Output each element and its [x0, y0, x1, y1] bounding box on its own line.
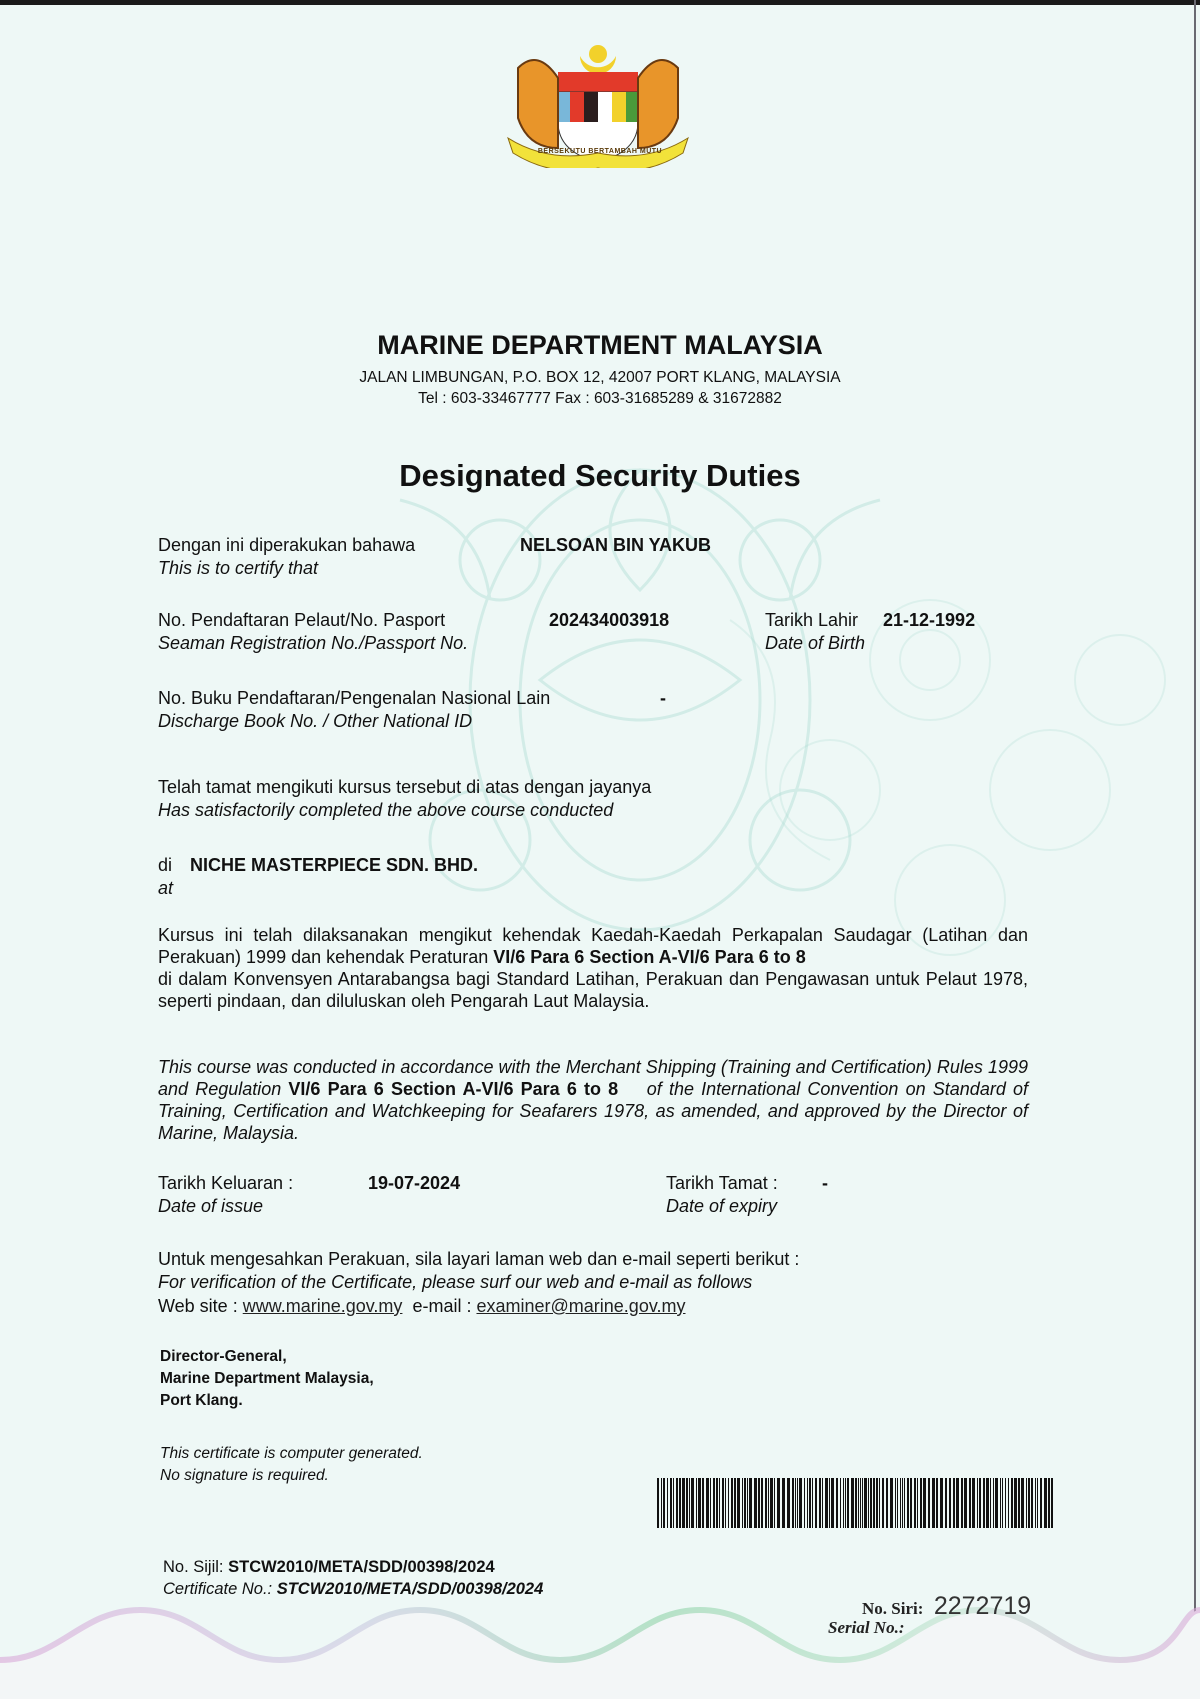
cert-number-value-ms: STCW2010/META/SDD/00398/2024: [228, 1558, 495, 1576]
barcode-bar: [917, 1478, 918, 1528]
barcode-bar: [731, 1478, 733, 1528]
barcode-bar: [719, 1478, 720, 1528]
barcode-bar: [1048, 1478, 1050, 1528]
barcode-bar: [907, 1478, 909, 1528]
barcode-bar: [983, 1478, 985, 1528]
barcode-bar: [914, 1478, 916, 1528]
barcode-bar: [749, 1478, 752, 1528]
barcode-bar: [768, 1478, 769, 1528]
barcode-bar: [679, 1478, 681, 1528]
barcode-bar: [742, 1478, 743, 1528]
barcode-bar: [920, 1478, 922, 1528]
barcode-bar: [940, 1478, 943, 1528]
barcode-bar: [1018, 1478, 1020, 1528]
barcode-bar: [765, 1478, 767, 1528]
barcode-bar: [792, 1478, 794, 1528]
barcode-bar: [698, 1478, 701, 1528]
barcode-bar: [895, 1478, 896, 1528]
barcode-bar: [882, 1478, 884, 1528]
barcode-bar: [995, 1478, 998, 1528]
barcode-bar: [858, 1478, 859, 1528]
expiry-label-en: Date of expiry: [666, 1196, 778, 1216]
holder-name: NELSOAN BIN YAKUB: [520, 535, 712, 555]
barcode-bar: [847, 1478, 849, 1528]
regulation-ms-text-2: di dalam Konvensyen Antarabangsa bagi Standard Latihan, Perakuan dan Pengawasan untuk Pelaut 1978, seperti pindaan, dan diluluskan oleh Pengarah Laut Malaysia.: [158, 969, 1028, 1011]
computer-generated-note: [160, 1443, 423, 1487]
note-line-1: This certificate is computer generated.: [160, 1445, 423, 1462]
department-address: JALAN LIMBUNGAN, P.O. BOX 12, 42007 PORT KLANG, MALAYSIA: [359, 369, 841, 386]
barcode-bar: [782, 1478, 785, 1528]
regulation-paragraph-ms: [158, 924, 1028, 1012]
barcode-bar: [843, 1478, 844, 1528]
barcode-bar: [979, 1478, 981, 1528]
barcode-bar: [932, 1478, 935, 1528]
barcode-bar: [910, 1478, 912, 1528]
regulation-en-text-1: This course was conducted in accordance with the Merchant Shipping (Training and Certification) Rules 1999 and Regulation: [158, 1057, 1028, 1099]
barcode: [657, 1478, 1057, 1528]
barcode-bar: [855, 1478, 857, 1528]
barcode-bar: [862, 1478, 863, 1528]
email-link[interactable]: examiner@marine.gov.my: [476, 1296, 686, 1316]
cert-number-label-ms: No. Sijil:: [163, 1558, 224, 1576]
barcode-bar: [807, 1478, 808, 1528]
barcode-bar: [815, 1478, 817, 1528]
barcode-bar: [964, 1478, 967, 1528]
barcode-bar: [777, 1478, 780, 1528]
barcode-bar: [1031, 1478, 1033, 1528]
barcode-bar: [900, 1478, 901, 1528]
barcode-bar: [809, 1478, 811, 1528]
barcode-bar: [706, 1478, 709, 1528]
barcode-bar: [886, 1478, 888, 1528]
barcode-bar: [787, 1478, 790, 1528]
barcode-bar: [1021, 1478, 1024, 1528]
barcode-bar: [1005, 1478, 1006, 1528]
barcode-bar: [797, 1478, 798, 1528]
barcode-bar: [876, 1478, 878, 1528]
scan-top-edge: [0, 0, 1200, 5]
barcode-bar: [770, 1478, 773, 1528]
barcode-bar: [864, 1478, 867, 1528]
barcode-bar: [829, 1478, 830, 1528]
barcode-bar: [758, 1478, 760, 1528]
barcode-bar: [667, 1478, 668, 1528]
barcode-bar: [977, 1478, 978, 1528]
discharge-label-en: Discharge Book No. / Other National ID: [158, 711, 473, 731]
barcode-bar: [713, 1478, 715, 1528]
website-label: Web site :: [158, 1296, 238, 1316]
barcode-bar: [1040, 1478, 1042, 1528]
serial-label-ms: No. Siri:: [862, 1599, 924, 1618]
crest-motto: BERSEKUTU BERTAMBAH MUTU: [537, 148, 663, 155]
department-name: MARINE DEPARTMENT MALAYSIA: [377, 330, 823, 360]
cert-number-en: [163, 1580, 543, 1599]
dob-label-ms: Tarikh Lahir: [765, 610, 859, 630]
barcode-bar: [1037, 1478, 1038, 1528]
regulation-ms-reference: VI/6 Para 6 Section A-VI/6 Para 6 to 8: [493, 947, 806, 967]
institution-name: NICHE MASTERPIECE SDN. BHD.: [190, 855, 479, 875]
barcode-bar: [836, 1478, 838, 1528]
barcode-bar: [890, 1478, 893, 1528]
verification-text-ms: Untuk mengesahkan Perakuan, sila layari laman web dan e-mail seperti berikut :: [158, 1249, 800, 1269]
barcode-bar: [696, 1478, 697, 1528]
barcode-bar: [670, 1478, 672, 1528]
barcode-bar: [873, 1478, 875, 1528]
barcode-bar: [710, 1478, 711, 1528]
seaman-label-ms: No. Pendaftaran Pelaut/No. Pasport: [158, 610, 446, 630]
website-link[interactable]: www.marine.gov.my: [242, 1296, 403, 1316]
barcode-bar: [819, 1478, 821, 1528]
barcode-bar: [936, 1478, 938, 1528]
barcode-bar: [870, 1478, 872, 1528]
barcode-bar: [945, 1478, 947, 1528]
regulation-ms-text-1: Kursus ini telah dilaksanakan mengikut kehendak Kaedah-Kaedah Perkapalan Saudagar (Latihan dan Perakuan) 1999 dan kehendak Peraturan: [158, 925, 1028, 967]
certificate-title: Designated Security Duties: [399, 458, 801, 493]
completed-text-ms: Telah tamat mengikuti kursus tersebut di atas dengan jayanya: [158, 777, 652, 797]
barcode-bar: [702, 1478, 704, 1528]
barcode-bar: [956, 1478, 959, 1528]
barcode-bar: [1000, 1478, 1001, 1528]
signatory-organization: Marine Department Malaysia,: [160, 1370, 374, 1387]
barcode-bar: [799, 1478, 802, 1528]
signatory-block: [160, 1346, 374, 1412]
barcode-bar: [682, 1478, 685, 1528]
barcode-bar: [722, 1478, 724, 1528]
barcode-bar: [734, 1478, 736, 1528]
barcode-bar: [661, 1478, 662, 1528]
issue-label-ms: Tarikh Keluaran :: [158, 1173, 294, 1193]
barcode-bar: [774, 1478, 775, 1528]
barcode-bar: [825, 1478, 828, 1528]
at-label-ms: di: [158, 855, 173, 875]
regulation-en-text-2: of the International Convention on Standard of Training, Certification and Watchkeeping for Seafarers 1978, as amended, and approved by the Director of Marine, Malaysia.: [158, 1079, 1034, 1143]
barcode-bar: [831, 1478, 834, 1528]
expiry-label-ms: Tarikh Tamat :: [666, 1173, 778, 1193]
barcode-bar: [795, 1478, 796, 1528]
regulation-en-reference: VI/6 Para 6 Section A-VI/6 Para 6 to 8: [288, 1079, 619, 1099]
barcode-bar: [897, 1478, 898, 1528]
barcode-bar: [949, 1478, 951, 1528]
email-label: e-mail :: [412, 1296, 472, 1316]
barcode-bar: [879, 1478, 880, 1528]
signatory-title: Director-General,: [160, 1348, 287, 1365]
barcode-bar: [728, 1478, 729, 1528]
barcode-bar: [737, 1478, 740, 1528]
barcode-bar: [904, 1478, 905, 1528]
barcode-bar: [663, 1478, 665, 1528]
barcode-bar: [1011, 1478, 1013, 1528]
cert-number-ms: [163, 1558, 495, 1577]
barcode-bar: [990, 1478, 991, 1528]
barcode-bar: [953, 1478, 955, 1528]
barcode-bar: [691, 1478, 694, 1528]
barcode-bar: [969, 1478, 971, 1528]
barcode-bar: [747, 1478, 748, 1528]
barcode-bar: [928, 1478, 930, 1528]
barcode-bar: [840, 1478, 841, 1528]
barcode-bar: [923, 1478, 926, 1528]
barcode-bar: [761, 1478, 763, 1528]
discharge-label-ms: No. Buku Pendaftaran/Pengenalan Nasional Lain: [158, 688, 551, 708]
issue-date: 19-07-2024: [368, 1173, 461, 1193]
barcode-bar: [851, 1478, 854, 1528]
barcode-bar: [845, 1478, 846, 1528]
barcode-bar: [1008, 1478, 1009, 1528]
cert-number-value-en: STCW2010/META/SDD/00398/2024: [276, 1580, 544, 1598]
barcode-bar: [754, 1478, 757, 1528]
barcode-bar: [1035, 1478, 1036, 1528]
barcode-bar: [716, 1478, 718, 1528]
barcode-bar: [860, 1478, 861, 1528]
department-contact: Tel : 603-33467777 Fax : 603-31685289 & 31672882: [418, 390, 782, 407]
certify-label-ms: Dengan ini diperakukan bahawa: [158, 535, 416, 555]
barcode-bar: [986, 1478, 989, 1528]
barcode-bar: [812, 1478, 813, 1528]
barcode-bar: [1028, 1478, 1030, 1528]
serial-number-block: [862, 1592, 1031, 1621]
at-label-en: at: [158, 878, 174, 898]
verification-links: [158, 1296, 686, 1317]
barcode-bar: [868, 1478, 869, 1528]
barcode-bar: [804, 1478, 805, 1528]
barcode-bar: [961, 1478, 963, 1528]
serial-number: 2272719: [933, 1592, 1032, 1620]
cert-number-label-en: Certificate No.:: [163, 1580, 273, 1598]
barcode-bar: [902, 1478, 903, 1528]
certify-label-en: This is to certify that: [158, 558, 319, 578]
barcode-bar: [1051, 1478, 1053, 1528]
discharge-number: -: [660, 688, 666, 708]
barcode-bar: [725, 1478, 726, 1528]
serial-label-en: Serial No.:: [828, 1618, 905, 1637]
expiry-date: -: [822, 1173, 828, 1193]
barcode-bar: [1014, 1478, 1017, 1528]
verification-text-en: For verification of the Certificate, please surf our web and e-mail as follows: [158, 1272, 753, 1292]
barcode-bar: [689, 1478, 690, 1528]
barcode-bar: [1044, 1478, 1047, 1528]
date-of-birth: 21-12-1992: [883, 610, 976, 630]
issue-label-en: Date of issue: [158, 1196, 264, 1216]
completed-text-en: Has satisfactorily completed the above course conducted: [158, 800, 614, 820]
note-line-2: No signature is required.: [160, 1467, 329, 1484]
barcode-bar: [972, 1478, 975, 1528]
barcode-bar: [1026, 1478, 1027, 1528]
regulation-paragraph-en: [158, 1056, 1034, 1144]
signatory-location: Port Klang.: [160, 1392, 243, 1409]
barcode-bar: [744, 1478, 746, 1528]
barcode-bar: [686, 1478, 688, 1528]
barcode-bar: [993, 1478, 994, 1528]
barcode-bar: [657, 1478, 659, 1528]
seaman-label-en: Seaman Registration No./Passport No.: [158, 633, 469, 653]
barcode-bar: [676, 1478, 678, 1528]
seaman-number: 202434003918: [549, 610, 670, 630]
barcode-bar: [822, 1478, 823, 1528]
barcode-bar: [1002, 1478, 1003, 1528]
barcode-bar: [673, 1478, 674, 1528]
dob-label-en: Date of Birth: [765, 633, 866, 653]
